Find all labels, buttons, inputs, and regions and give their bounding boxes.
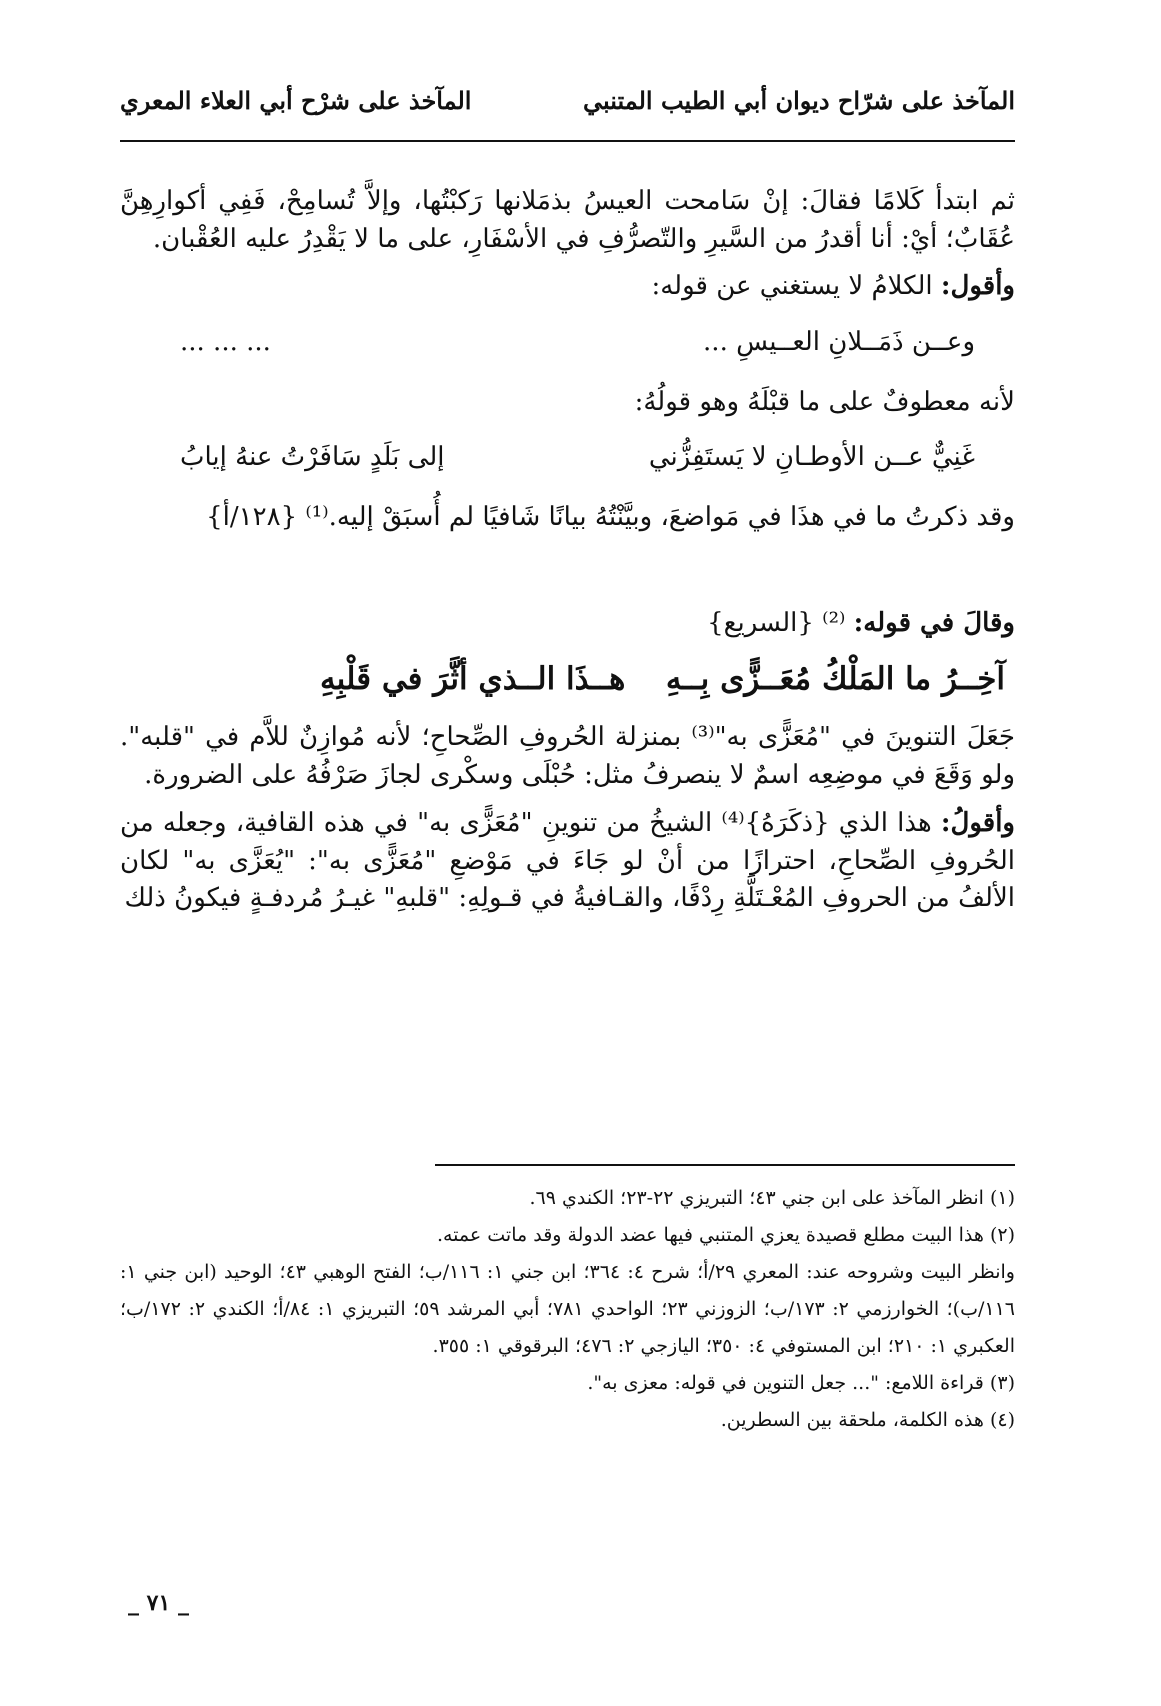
paragraph: جَعَلَ التنوينَ في "مُعَزًّى به"⁽³⁾ بمنزلة الحُروفِ الصِّحاحِ؛ لأنه مُوازِنٌ للاَّم في "قلبه". ولو وَقَعَ في موضِعِه اسمٌ لا ينصرفُ مثل: حُبْلَى وسكْرى لجازَ صَرْفُهُ على الضرورة. <box>120 722 1015 791</box>
paragraph-text: الكلامُ لا يستغني عن قوله: <box>651 271 933 302</box>
header-rule <box>120 140 1015 142</box>
section-gap <box>120 547 1015 605</box>
footnote-rule <box>435 1164 1015 1166</box>
meter-label: ⁽²⁾ {السريع} <box>707 607 846 638</box>
verse-line <box>120 431 1015 485</box>
verse-line <box>120 316 1015 370</box>
lead-word: وأقولُ: <box>940 807 1015 838</box>
verse-hemistich-second: هــذَا الــذي أثَّرَ في قَلْبِهِ <box>320 660 626 697</box>
paragraph <box>120 268 1015 306</box>
header-section-title: المآخذ على شرْح أبي العلاء المعري <box>120 86 472 115</box>
verse-hemistich-first: غَنِيٌّ عــن الأوطـانِ لا يَستَفِزُّني <box>648 442 975 473</box>
lead-word: وقالَ في قوله: <box>853 607 1015 638</box>
page-number: _ ٧١ _ <box>128 1590 189 1616</box>
paragraph <box>120 605 1015 643</box>
footnote: (٤) هذه الكلمة، ملحقة بين السطرين. <box>720 1409 1015 1432</box>
verse-hemistich-second: ... ... ... <box>180 327 271 358</box>
paragraph: ثم ابتدأ كَلامًا فقالَ: إنْ سَامحت العيسُ بذمَلانها رَكبْتُها، وإلاَّ تُسامِحْ، فَفِي أكوارِهِنَّ عُقَابٌ؛ أيْ: أنا أقدرُ من السَّيرِ والتّصرُّفِ في الأسْفَارِ، على ما لا يَقْدِرُ عليه العُقْبان. <box>120 186 1015 254</box>
paragraph: لأنه معطوفٌ على ما قبْلَهُ وهو قولُهُ: <box>634 386 1015 417</box>
verse-line-featured <box>120 653 1015 706</box>
footnote: (٣) قراءة اللامع: "... جعل التنوين في قوله: معزى به". <box>587 1372 1015 1395</box>
paragraph: وقد ذكرتُ ما في هذَا في مَواضعَ، وبيَّنْتُهُ بيانًا شَافيًا لم أُسبَقْ إليه.⁽¹⁾ {١٢٨/أ} <box>206 502 1015 533</box>
header-book-title: المآخذ على شرّاح ديوان أبي الطيب المتنبي <box>583 86 1015 115</box>
paragraph-text: هذا الذي {ذكَرَهُ}⁽⁴⁾ الشيخُ من تنوينِ "مُعَزًّى به" في هذه القافية، وجعله من الحُروفِ الصِّحاحِ، احترازًا من أنْ لو جَاءَ في مَوْضعِ "مُعَزًّى به": "يُعَزَّى به" لكان الألفُ من الحروفِ المُعْـتَلَّةِ رِدْفًا، والقـافيةُ في قـولِهِ: "قلبهِ" غيـرُ مُردفـةٍ فيكونُ ذلك <box>120 807 1015 914</box>
footnote-continuation: وانظر البيت وشروحه عند: المعري ٢٩/أ؛ شرح ٤: ٣٦٤؛ ابن جني ١: ١١٦/ب؛ الفتح الوهبي ٤٣؛ الوحيد (ابن جني ١: ١١٦/ب)؛ الخوارزمي ٢: ١٧٣/ب؛ الزوزني ٢٣؛ الواحدي ٧٨١؛ أبي المرشد ٥٩؛ التبريزي ١: ٨٤/أ؛ الكندي ٢: ١٧٢/ب؛ العكبري ١: ٢١٠؛ ابن المستوفي ٤: ٣٥٠؛ اليازجي ٢: ٤٧٦؛ البرقوقي ١: ٣٥٥. <box>120 1261 1015 1358</box>
footnote: (١) انظر المآخذ على ابن جني ٤٣؛ التبريزي ٢٢-٢٣؛ الكندي ٦٩. <box>529 1187 1015 1209</box>
footnote: (٢) هذا البيت مطلع قصيدة يعزي المتنبي فيها عضد الدولة وقد ماتت عمته. <box>436 1224 1015 1247</box>
lead-word: وأقول: <box>940 271 1015 302</box>
verse-hemistich-second: إلى بَلَدٍ سَافَرْتُ عنهُ إيابُ <box>180 442 445 473</box>
running-header <box>120 86 1015 115</box>
verse-hemistich-first: وعــن ذَمَــلانِ العــيسِ ... <box>703 327 975 358</box>
verse-hemistich-first: آخِــرُ ما المَلْكُ مُعَــزًّى بِــهِ <box>665 660 1005 697</box>
paragraph <box>120 805 1015 918</box>
footnotes <box>120 1180 1015 1439</box>
main-text <box>120 183 1015 928</box>
